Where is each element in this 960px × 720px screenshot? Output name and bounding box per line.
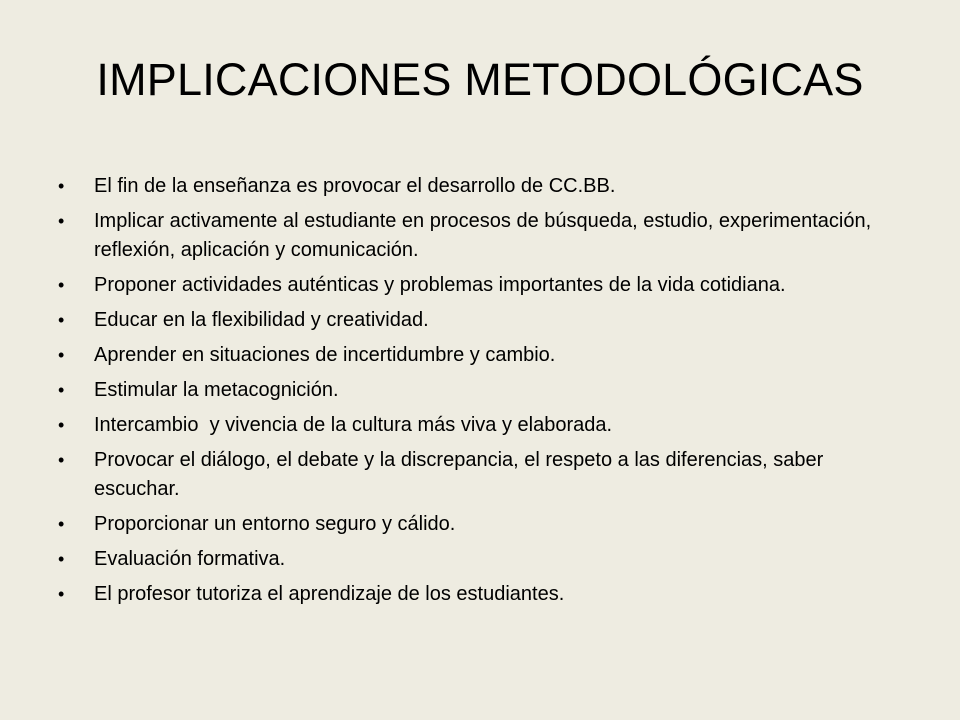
bullet-icon: • — [58, 211, 65, 231]
list-item — [58, 376, 898, 405]
list-item-text: Evaluación formativa. — [94, 548, 286, 570]
list-item — [58, 411, 898, 440]
list-item — [58, 306, 898, 335]
bullet-icon: • — [58, 584, 65, 604]
bullet-icon: • — [58, 549, 65, 569]
list-item — [58, 271, 898, 300]
list-item — [58, 545, 898, 574]
list-item — [58, 341, 898, 370]
list-item-text: Estimular la metacognición. — [94, 379, 339, 401]
bullet-icon: • — [58, 514, 65, 534]
list-item-text: Intercambio y vivencia de la cultura más viva y elaborada. — [94, 414, 613, 436]
list-item-text: Implicar activamente al estudiante en procesos de búsqueda, estudio, experimentación, reflexión, aplicación y comunicación. — [94, 210, 872, 261]
bullet-icon: • — [58, 310, 65, 330]
bullet-icon: • — [58, 380, 65, 400]
list-item-text: El profesor tutoriza el aprendizaje de los estudiantes. — [94, 583, 565, 605]
list-item — [58, 510, 898, 539]
list-item-text: Proponer actividades auténticas y problemas importantes de la vida cotidiana. — [94, 274, 786, 296]
list-item — [58, 446, 898, 504]
list-item-text: El fin de la enseñanza es provocar el desarrollo de CC.BB. — [94, 175, 616, 197]
bullet-icon: • — [58, 176, 65, 196]
list-item — [58, 580, 898, 609]
list-item-text: Aprender en situaciones de incertidumbre y cambio. — [94, 344, 556, 366]
slide-title: IMPLICACIONES METODOLÓGICAS — [96, 54, 864, 105]
bullet-icon: • — [58, 450, 65, 470]
list-item — [58, 207, 898, 265]
bullet-list — [58, 172, 898, 615]
list-item-text: Educar en la flexibilidad y creatividad. — [94, 309, 429, 331]
list-item — [58, 172, 898, 201]
bullet-icon: • — [58, 345, 65, 365]
list-item-text: Proporcionar un entorno seguro y cálido. — [94, 513, 456, 535]
bullet-icon: • — [58, 275, 65, 295]
bullet-icon: • — [58, 415, 65, 435]
list-item-text: Provocar el diálogo, el debate y la discrepancia, el respeto a las diferencias, saber escuchar. — [94, 449, 824, 500]
